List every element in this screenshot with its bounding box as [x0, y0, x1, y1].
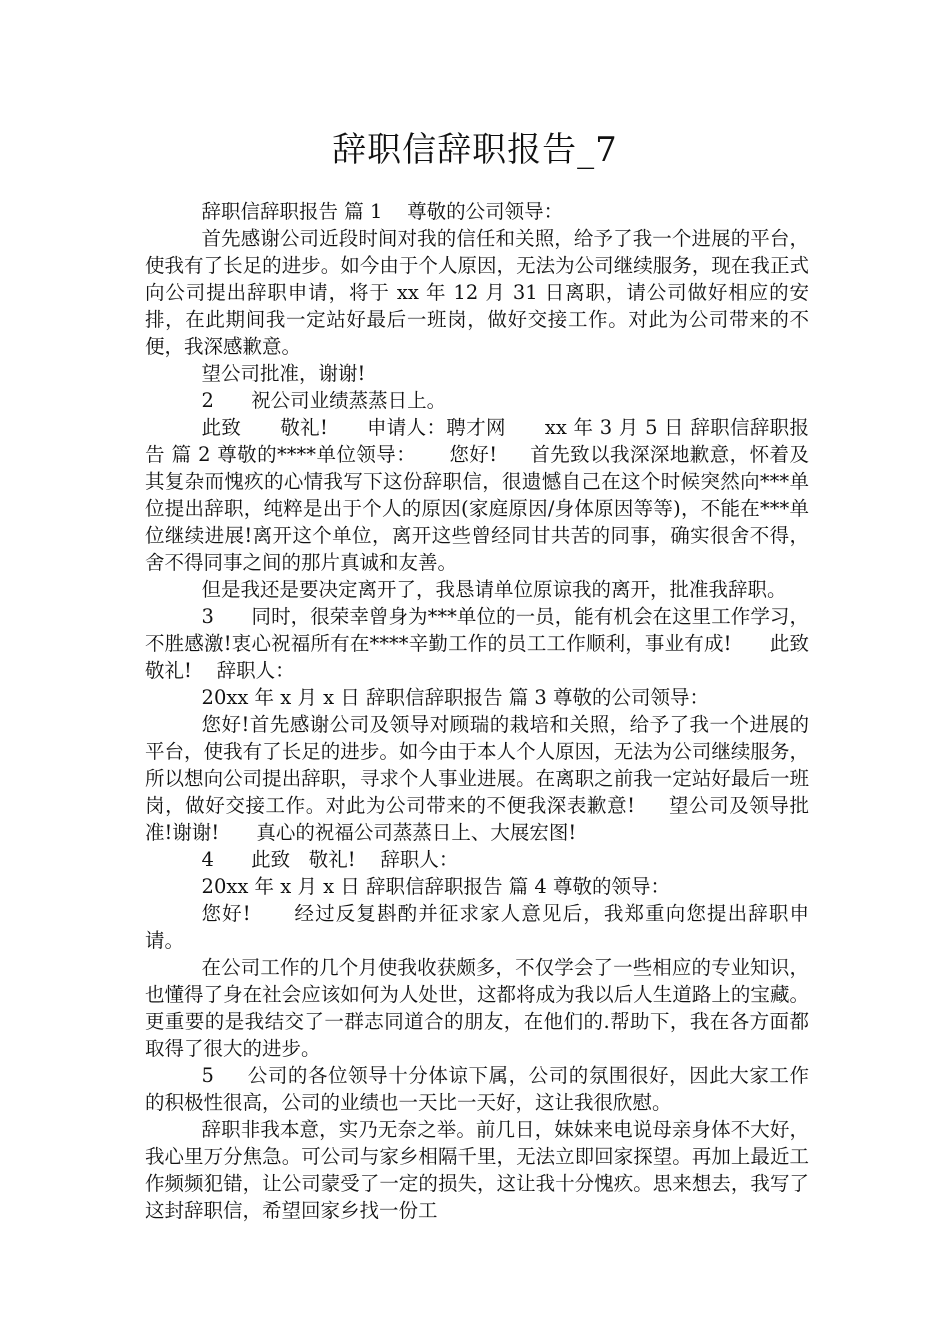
paragraph-13: 在公司工作的几个月使我收获颇多，不仅学会了一些相应的专业知识，也懂得了身在社会应该如何为人处世，这都将成为我以后人生道路上的宝藏。更重要的是我结交了一群志同道合的朋友，在他们的.帮助下，我在各方面都取得了很大的进步。	[145, 956, 809, 1060]
paragraph-6: 但是我还是要决定离开了，我恳请单位原谅我的离开，批准我辞职。	[201, 578, 787, 601]
paragraph-8: 20xx 年 x 月 x 日 辞职信辞职报告 篇 3 尊敬的公司领导：	[201, 686, 710, 709]
paragraph-10: 4 此致 敬礼! 辞职人：	[201, 848, 459, 871]
paragraph-3: 望公司批准，谢谢!	[201, 362, 366, 385]
paragraph-11: 20xx 年 x 月 x 日 辞职信辞职报告 篇 4 尊敬的领导：	[201, 875, 671, 898]
paragraph-9: 您好!首先感谢公司及领导对顾瑞的栽培和关照，给予了我一个进展的平台，使我有了长足的进步。如今由于本人个人原因，无法为公司继续服务，所以想向公司提出辞职，寻求个人事业进展。在离职之前我一定站好最后一班岗，做好交接工作。对此为公司带来的不便我深表歉意! 望公司及领导批准!谢谢! 真心的祝福公司蒸蒸日上、大展宏图!	[145, 713, 809, 844]
paragraph-7: 3 同时，很荣幸曾身为***单位的一员，能有机会在这里工作学习，不胜感激!衷心祝福所有在****辛勤工作的员工工作顺利，事业有成! 此致 敬礼! 辞职人：	[145, 605, 828, 682]
paragraph-12: 您好! 经过反复斟酌并征求家人意见后，我郑重向您提出辞职申请。	[145, 902, 809, 952]
paragraph-15: 辞职非我本意，实乃无奈之举。前几日，妹妹来电说母亲身体不大好，我心里万分焦急。可公司与家乡相隔千里，无法立即回家探望。再加上最近工作频频犯错，让公司蒙受了一定的损失，这让我十分愧疚。思来想去，我写了这封辞职信，希望回家乡找一份工	[145, 1118, 809, 1222]
paragraph-14: 5 公司的各位领导十分体谅下属，公司的氛围很好，因此大家工作的积极性很高，公司的业绩也一天比一天好，这让我很欣慰。	[145, 1064, 809, 1114]
paragraph-5: 此致 敬礼! 申请人：聘才网 xx 年 3 月 5 日 辞职信辞职报告 篇 2 尊敬的****单位领导： 您好! 首先致以我深深地歉意，怀着及其复杂而愧疚的心情我写下这份辞职信，很遗憾自己在这个时候突然向***单位提出辞职，纯粹是出于个人的原因(家庭原因/身体原因等等)，不能在***单位继续进展!离开这个单位，离开这些曾经同甘共苦的同事，确实很舍不得，舍不得同事之间的那片真诚和友善。	[145, 416, 809, 574]
document-body	[145, 198, 828, 1224]
paragraph-4: 2 祝公司业绩蒸蒸日上。	[201, 389, 447, 412]
paragraph-1: 辞职信辞职报告 篇 1 尊敬的公司领导：	[201, 200, 564, 223]
paragraph-2: 首先感谢公司近段时间对我的信任和关照，给予了我一个进展的平台，使我有了长足的进步。如今由于个人原因，无法为公司继续服务，现在我正式向公司提出辞职申请，将于 xx 年 12 月 31 日离职，请公司做好相应的安排，在此期间我一定站好最后一班岗，做好交接工作。对此为公司带来的不便，我深感歉意。	[145, 227, 809, 358]
document-title: 辞职信辞职报告_7	[332, 130, 618, 170]
